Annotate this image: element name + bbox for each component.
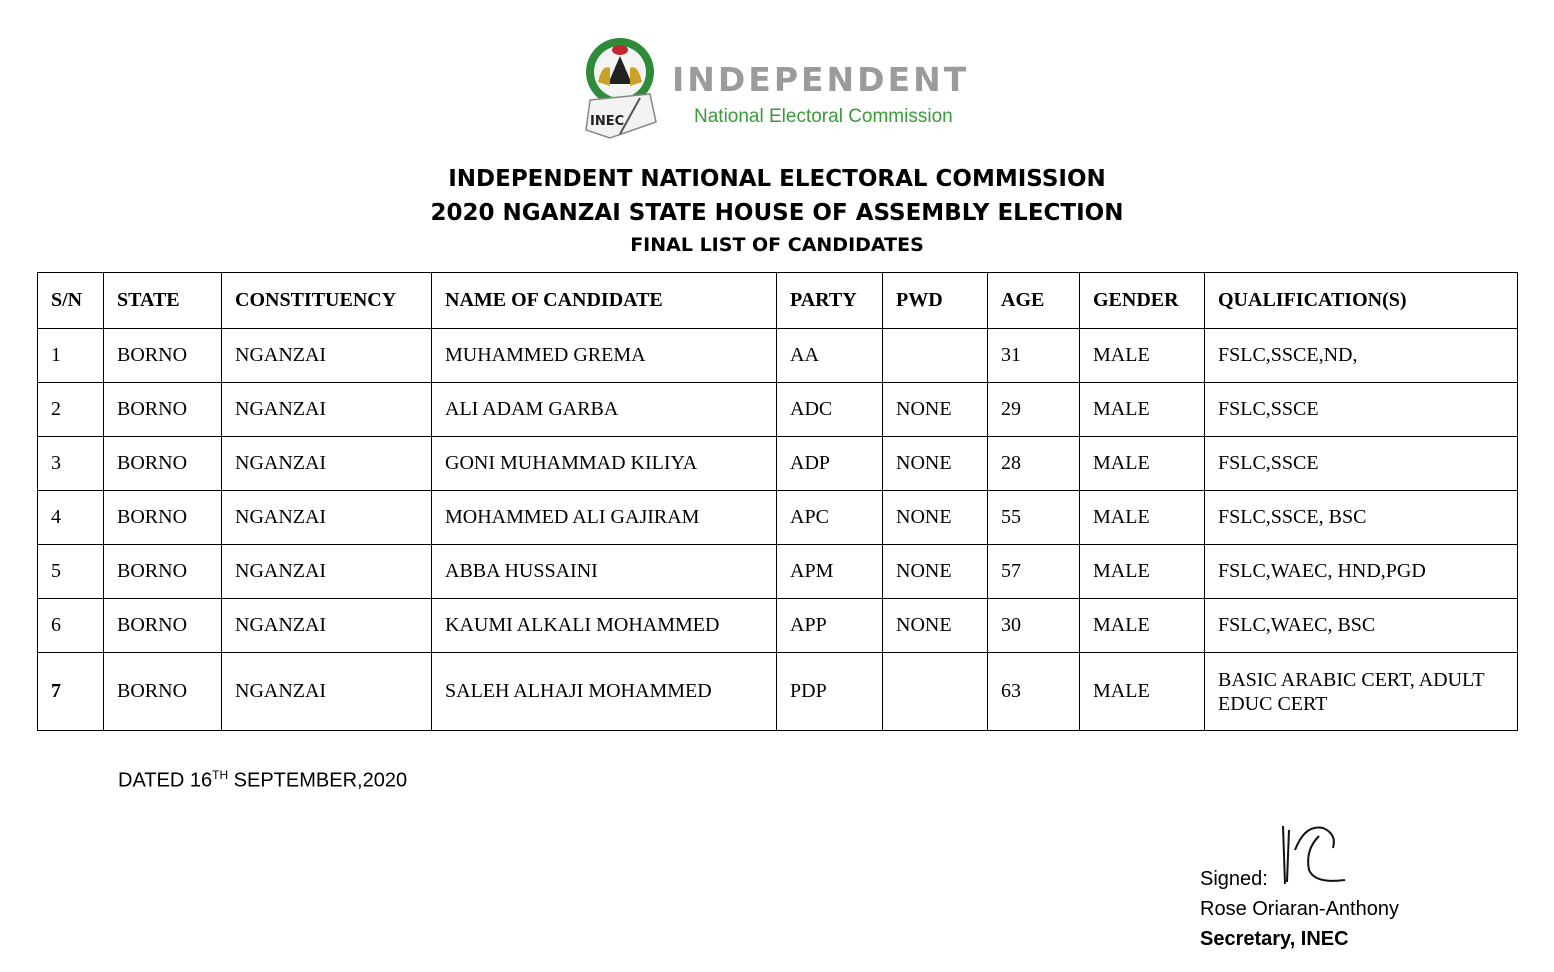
- cell-state: BORNO: [104, 329, 222, 383]
- cell-constituency: NGANZAI: [222, 653, 432, 731]
- cell-age: 57: [988, 545, 1080, 599]
- cell-party: ADP: [777, 437, 883, 491]
- date-line: [118, 768, 407, 793]
- column-header: QUALIFICATION(S): [1205, 273, 1518, 329]
- cell-pwd: [883, 653, 988, 731]
- date-ordinal-suffix: TH: [212, 768, 229, 782]
- cell-sn: 4: [38, 491, 104, 545]
- cell-age: 55: [988, 491, 1080, 545]
- heading-line-1: INDEPENDENT NATIONAL ELECTORAL COMMISSION: [448, 166, 1106, 192]
- cell-candidate-name: MOHAMMED ALI GAJIRAM: [432, 491, 777, 545]
- heading-line-3: FINAL LIST OF CANDIDATES: [630, 234, 924, 256]
- cell-state: BORNO: [104, 599, 222, 653]
- cell-gender: MALE: [1080, 653, 1205, 731]
- cell-gender: MALE: [1080, 437, 1205, 491]
- column-header: CONSTITUENCY: [222, 273, 432, 329]
- logo-wordmark: INDEPENDENT: [672, 60, 970, 99]
- cell-candidate-name: ABBA HUSSAINI: [432, 545, 777, 599]
- cell-party: APP: [777, 599, 883, 653]
- cell-constituency: NGANZAI: [222, 437, 432, 491]
- table-row: [38, 545, 1518, 599]
- table-row: [38, 599, 1518, 653]
- cell-qualifications: FSLC,SSCE, BSC: [1205, 491, 1518, 545]
- cell-gender: MALE: [1080, 599, 1205, 653]
- cell-candidate-name: MUHAMMED GREMA: [432, 329, 777, 383]
- cell-sn: 5: [38, 545, 104, 599]
- column-header: PARTY: [777, 273, 883, 329]
- cell-constituency: NGANZAI: [222, 383, 432, 437]
- cell-candidate-name: GONI MUHAMMAD KILIYA: [432, 437, 777, 491]
- cell-pwd: NONE: [883, 545, 988, 599]
- column-header: PWD: [883, 273, 988, 329]
- cell-state: BORNO: [104, 545, 222, 599]
- cell-state: BORNO: [104, 491, 222, 545]
- column-header: AGE: [988, 273, 1080, 329]
- signature-icon: [1275, 820, 1355, 890]
- date-suffix: SEPTEMBER,2020: [228, 769, 408, 792]
- column-header: NAME OF CANDIDATE: [432, 273, 777, 329]
- table-row: [38, 653, 1518, 731]
- cell-sn: 7: [38, 653, 104, 731]
- cell-age: 29: [988, 383, 1080, 437]
- cell-age: 31: [988, 329, 1080, 383]
- cell-candidate-name: KAUMI ALKALI MOHAMMED: [432, 599, 777, 653]
- cell-qualifications: FSLC,WAEC, BSC: [1205, 599, 1518, 653]
- table-header-row: [38, 273, 1518, 329]
- cell-qualifications: FSLC,WAEC, HND,PGD: [1205, 545, 1518, 599]
- cell-constituency: NGANZAI: [222, 491, 432, 545]
- cell-age: 63: [988, 653, 1080, 731]
- cell-pwd: NONE: [883, 437, 988, 491]
- cell-qualifications: FSLC,SSCE,ND,: [1205, 329, 1518, 383]
- table-row: [38, 437, 1518, 491]
- cell-state: BORNO: [104, 383, 222, 437]
- signed-label: Signed:: [1200, 868, 1268, 890]
- cell-pwd: NONE: [883, 491, 988, 545]
- logo-badge-text: INEC: [590, 114, 625, 129]
- cell-party: APC: [777, 491, 883, 545]
- inec-logo: [580, 34, 980, 144]
- cell-pwd: [883, 329, 988, 383]
- cell-state: BORNO: [104, 437, 222, 491]
- cell-sn: 1: [38, 329, 104, 383]
- candidates-table: [37, 272, 1518, 731]
- cell-party: APM: [777, 545, 883, 599]
- signer-name: Rose Oriaran-Anthony: [1200, 898, 1399, 920]
- document-heading: [0, 162, 1554, 260]
- logo-subtitle: National Electoral Commission: [694, 106, 953, 127]
- cell-candidate-name: SALEH ALHAJI MOHAMMED: [432, 653, 777, 731]
- cell-pwd: NONE: [883, 383, 988, 437]
- cell-qualifications: FSLC,SSCE: [1205, 383, 1518, 437]
- column-header: GENDER: [1080, 273, 1205, 329]
- cell-sn: 3: [38, 437, 104, 491]
- cell-gender: MALE: [1080, 491, 1205, 545]
- cell-gender: MALE: [1080, 383, 1205, 437]
- cell-pwd: NONE: [883, 599, 988, 653]
- cell-party: PDP: [777, 653, 883, 731]
- cell-sn: 2: [38, 383, 104, 437]
- column-header: S/N: [38, 273, 104, 329]
- table-row: [38, 329, 1518, 383]
- date-prefix: DATED 16: [118, 769, 213, 792]
- cell-party: ADC: [777, 383, 883, 437]
- table-row: [38, 383, 1518, 437]
- cell-sn: 6: [38, 599, 104, 653]
- cell-age: 30: [988, 599, 1080, 653]
- cell-constituency: NGANZAI: [222, 599, 432, 653]
- heading-line-2: 2020 NGANZAI STATE HOUSE OF ASSEMBLY ELECTION: [430, 200, 1124, 226]
- cell-party: AA: [777, 329, 883, 383]
- cell-state: BORNO: [104, 653, 222, 731]
- cell-constituency: NGANZAI: [222, 545, 432, 599]
- cell-gender: MALE: [1080, 545, 1205, 599]
- cell-age: 28: [988, 437, 1080, 491]
- signer-title: Secretary, INEC: [1200, 928, 1349, 950]
- table-row: [38, 491, 1518, 545]
- cell-constituency: NGANZAI: [222, 329, 432, 383]
- cell-candidate-name: ALI ADAM GARBA: [432, 383, 777, 437]
- cell-gender: MALE: [1080, 329, 1205, 383]
- cell-qualifications: BASIC ARABIC CERT, ADULT EDUC CERT: [1205, 653, 1518, 731]
- cell-qualifications: FSLC,SSCE: [1205, 437, 1518, 491]
- column-header: STATE: [104, 273, 222, 329]
